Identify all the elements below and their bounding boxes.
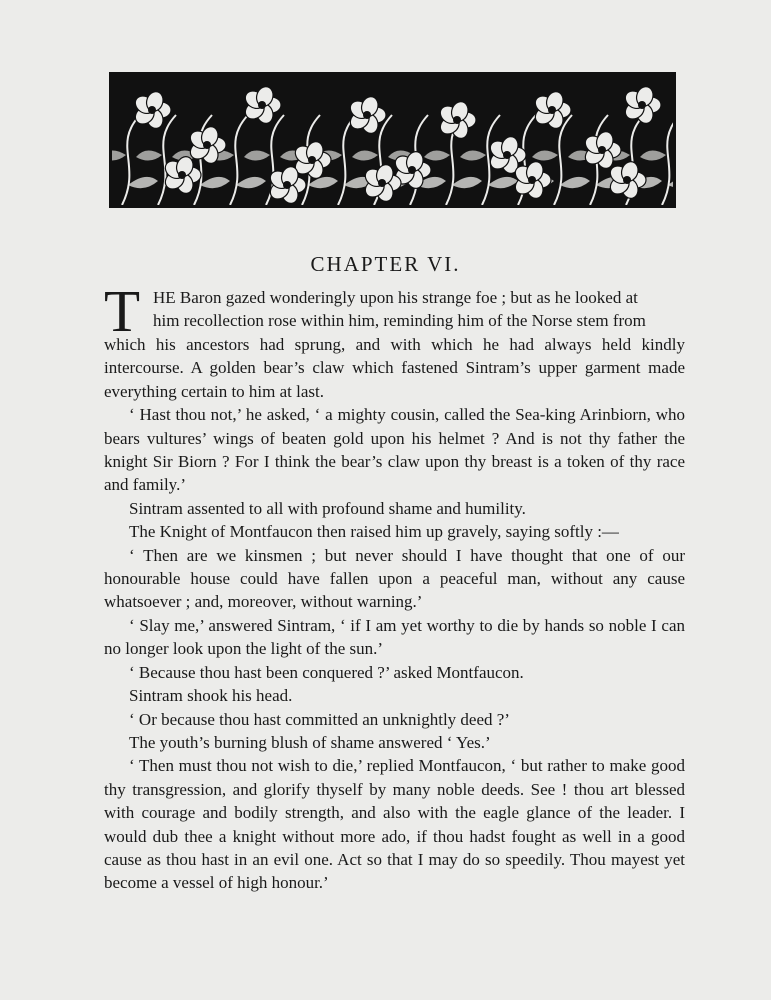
- paragraph-4: The Knight of Montfaucon then raised him up gravely, saying softly :—: [129, 522, 619, 542]
- paragraph-2: ‘ Hast thou not,’ he asked, ‘ a mighty cousin, called the Sea-king Arinbiorn, who bears vultures’ wings of beaten gold upon his helmet ? And is not thy father the knight Sir Biorn ? For I think the bear’s claw upon thy breast is a token of thy race and family.’: [104, 405, 685, 495]
- floral-banner-icon: [109, 72, 676, 208]
- chapter-title: CHAPTER VI.: [310, 252, 461, 276]
- paragraph-11: ‘ Then must thou not wish to die,’ replied Montfaucon, ‘ but rather to make good thy transgression, and glorify thyself by many noble deeds. See ! thou art blessed with courage and bodily strength, and also with the eagle glance of the leader. I would dub thee a knight without more ado, if thou hadst fought as well in a good cause as thou hast in an evil one. Act so that I may do so speedily. Thou mayest yet become a vessel of high honour.’: [104, 756, 685, 893]
- paragraph-9: ‘ Or because thou hast committed an unknightly deed ?’: [129, 709, 510, 729]
- opening-line-2: him recollection rose within him, reminding him of the Norse stem from: [153, 311, 646, 331]
- drop-cap: T: [104, 278, 141, 344]
- paragraph-1-continued: which his ancestors had sprung, and with which he had always held kindly intercourse. A golden bear’s claw which fastened Sintram’s upper garment made everything certain to him at last.: [104, 335, 685, 401]
- chapter-body: [104, 278, 685, 895]
- paragraph-7: ‘ Because thou hast been conquered ?’ asked Montfaucon.: [129, 662, 524, 682]
- opening-lines: [104, 278, 685, 344]
- paragraph-3: Sintram assented to all with profound shame and humility.: [129, 498, 526, 518]
- paragraph-10: The youth’s burning blush of shame answered ‘ Yes.’: [129, 732, 491, 752]
- opening-line-1: HE Baron gazed wonderingly upon his strange foe ; but as he looked at: [153, 288, 638, 307]
- paragraph-6: ‘ Slay me,’ answered Sintram, ‘ if I am yet worthy to die by hands so noble I can no longer look upon the light of the sun.’: [104, 615, 685, 659]
- paragraph-5: ‘ Then are we kinsmen ; but never should I have thought that one of our honourable house could have fallen upon a peaceful man, without any cause whatsoever ; and, moreover, without warning.’: [104, 545, 685, 612]
- paragraph-8: Sintram shook his head.: [129, 686, 293, 706]
